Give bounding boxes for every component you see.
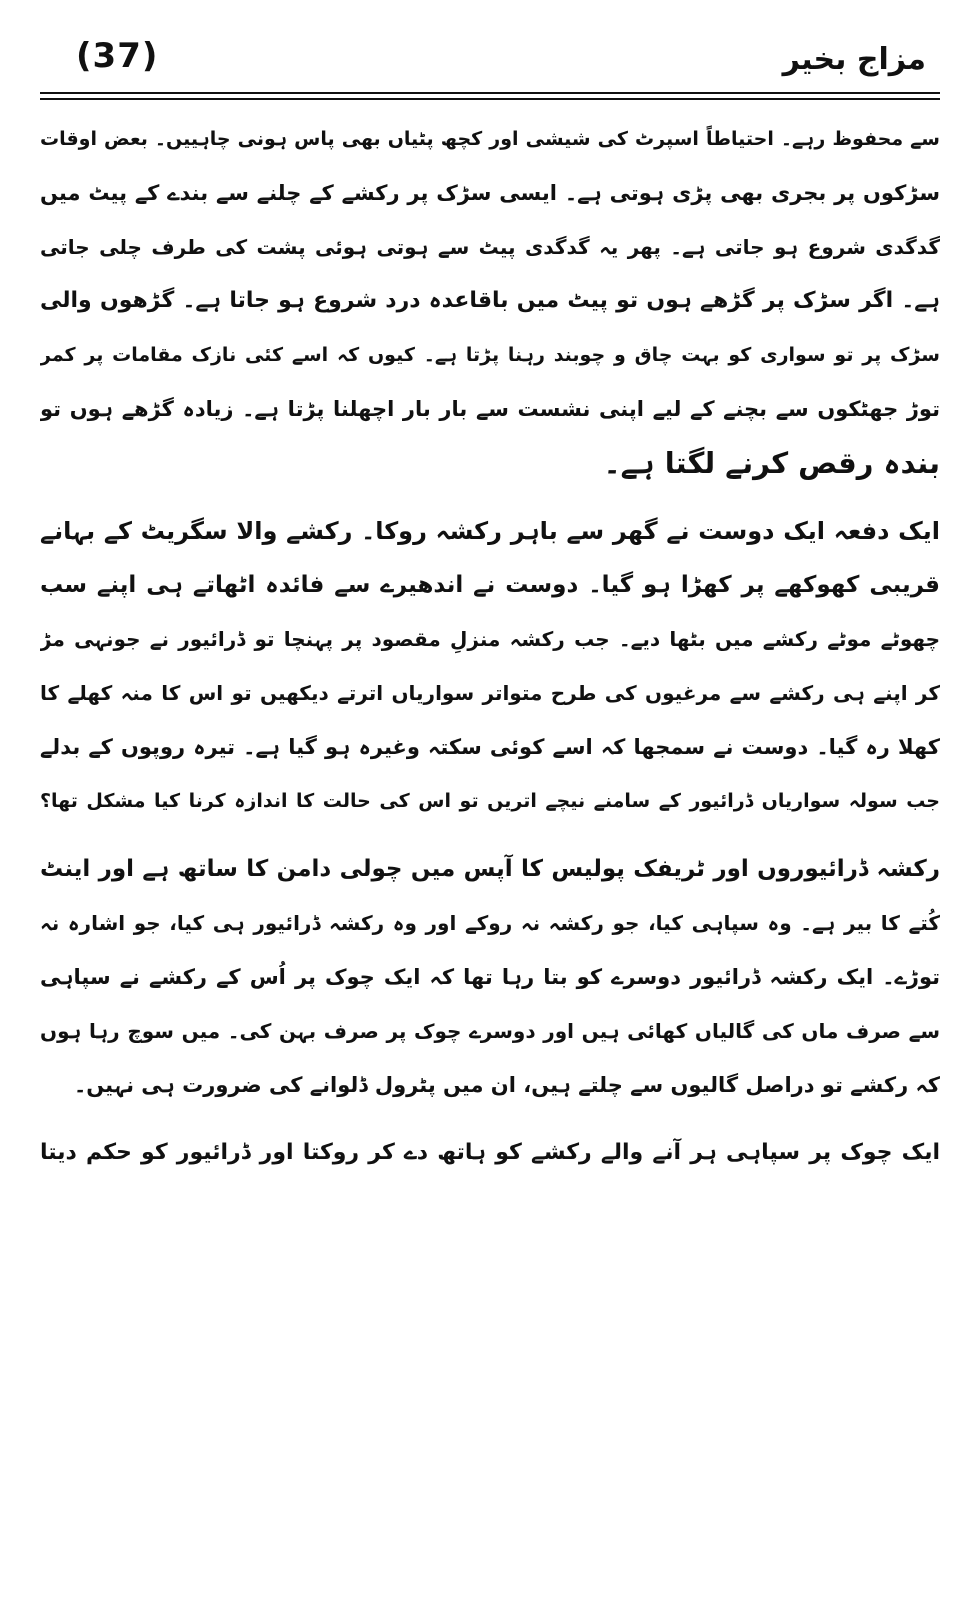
text-line: سڑکوں پر بجری بھی پڑی ہوتی ہے۔ ایسی سڑک پر رکشے کے چلنے سے بندے کے پیٹ میں xyxy=(40,181,940,205)
text-line: جب سولہ سواریاں ڈرائیور کے سامنے نیچے اتریں تو اس کی حالت کا اندازہ کرنا کیا مشکل تھا؟ xyxy=(40,790,940,812)
text-line: ہے۔ اگر سڑک پر گڑھے ہوں تو پیٹ میں باقاعدہ درد شروع ہو جاتا ہے۔ گڑھوں والی xyxy=(40,288,940,313)
text-line: کُتے کا بیر ہے۔ وہ سپاہی کیا، جو رکشہ نہ روکے اور وہ رکشہ ڈرائیور ہی کیا، جو اشارہ نہ xyxy=(40,911,940,935)
text-line: رکشہ ڈرائیوروں اور ٹریفک پولیس کا آپس میں چولی دامن کا ساتھ ہے اور اینٹ xyxy=(40,856,940,882)
text-line: ایک دفعہ ایک دوست نے گھر سے باہر رکشہ روکا۔ رکشے والا سگریٹ کے بہانے xyxy=(40,517,940,545)
text-line: ایک چوک پر سپاہی ہر آنے والے رکشے کو ہاتھ دے کر روکتا اور ڈرائیور کو حکم دیتا xyxy=(40,1140,940,1165)
text-line: کہ رکشے تو دراصل گالیوں سے چلتے ہیں، ان میں پٹرول ڈلوانے کی ضرورت ہی نہیں۔ xyxy=(73,1073,940,1097)
text-line: سے صرف ماں کی گالیاں کھائی ہیں اور دوسرے چوک پر صرف بہن کی۔ میں سوچ رہا ہوں xyxy=(40,1019,940,1043)
header-rule xyxy=(40,98,940,100)
text-line: سے محفوظ رہے۔ احتیاطاً اسپرٹ کی شیشی اور کچھ پٹیاں بھی پاس ہونی چاہییں۔ بعض اوقات xyxy=(40,128,940,150)
page-body xyxy=(40,112,940,1588)
text-line: چھوٹے موٹے رکشے میں بٹھا دیے۔ جب رکشہ منزلِ مقصود پر پہنچا تو ڈرائیور نے جونہی مڑ xyxy=(40,627,940,651)
text-line: گدگدی شروع ہو جاتی ہے۔ پھر یہ گدگدی پیٹ سے ہوتی ہوئی پشت کی طرف چلی جاتی xyxy=(40,235,940,259)
text-line: توڑ جھٹکوں سے بچنے کے لیے اپنی نشست سے بار بار اچھلنا پڑتا ہے۔ زیادہ گڑھے ہوں تو xyxy=(40,397,940,421)
text-line: کھلا رہ گیا۔ دوست نے سمجھا کہ اسے کوئی سکتہ وغیرہ ہو گیا ہے۔ تیرہ روپوں کے بدلے xyxy=(40,735,940,759)
text-line: توڑے۔ ایک رکشہ ڈرائیور دوسرے کو بتا رہا تھا کہ ایک چوک پر اُس کے رکشے نے سپاہی xyxy=(40,965,940,989)
text-line: سڑک پر تو سواری کو بہت چاق و چوبند رہنا پڑتا ہے۔ کیوں کہ اسے کئی نازک مقامات پر کمر xyxy=(40,344,940,366)
paragraph xyxy=(40,112,940,490)
page-header xyxy=(40,28,940,90)
text-line: بندہ رقص کرنے لگتا ہے۔ xyxy=(603,446,940,480)
paragraph xyxy=(40,1126,940,1180)
text-line: قریبی کھوکھے پر کھڑا ہو گیا۔ دوست نے اندھیرے سے فائدہ اٹھاتے ہی اپنے سب xyxy=(40,572,940,598)
paragraph xyxy=(40,504,940,828)
paragraph xyxy=(40,842,940,1112)
header-rule xyxy=(40,92,940,94)
page-number: (37) xyxy=(76,36,159,76)
text-line: کر اپنے ہی رکشے سے مرغیوں کی طرح متواتر سواریاں اترتے دیکھیں تو اس کا منہ کھلے کا xyxy=(40,681,940,705)
book-title: مزاج بخیر xyxy=(782,42,926,77)
